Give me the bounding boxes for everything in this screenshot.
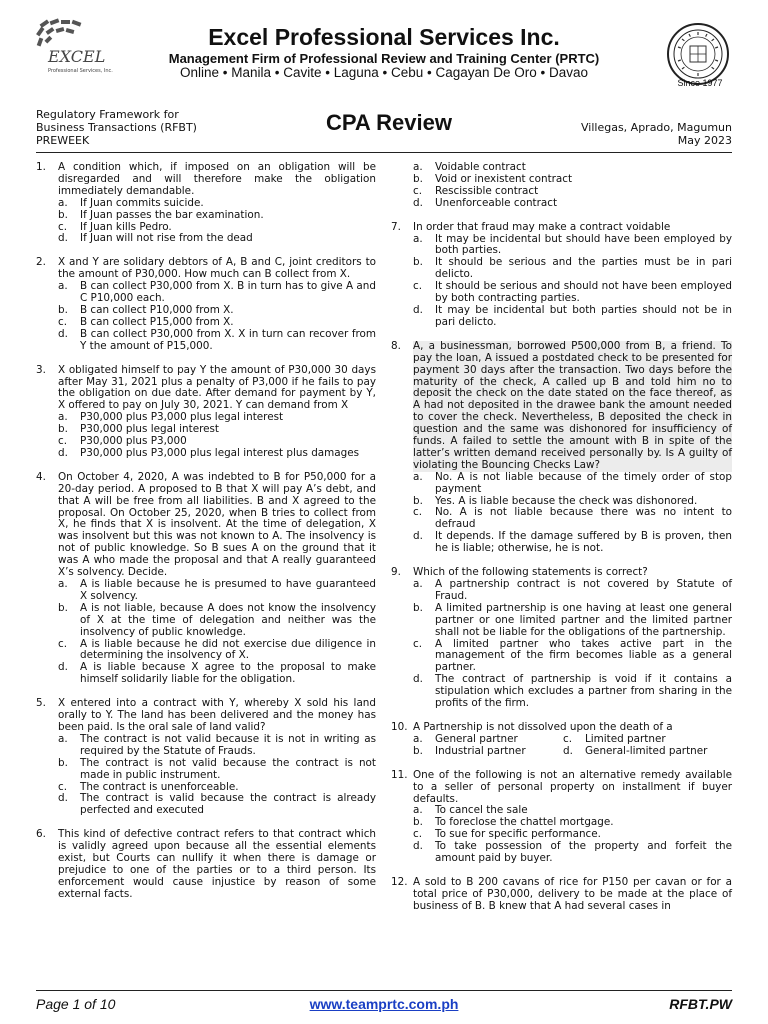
since-label: Since 1977 [677,78,723,88]
option-text: A is not liable, because A does not know the insolvency of X at the time of delegation and neither was the insolvency of public knowledge. [80,601,376,638]
option-text: The contract is valid because the contract is already perfected and executed [80,792,376,817]
author-info [581,121,732,147]
option-text: General-limited partner [585,744,708,757]
option-text: It depends. If the damage suffered by B is proven, then he is liable; otherwise, he is not. [435,530,732,555]
option-letter: b. [413,744,423,757]
answer-options [58,734,376,817]
answer-options [58,579,376,686]
option-text: Voidable contract [435,161,526,173]
answer-option [413,639,732,675]
answer-option [58,233,376,245]
answer-options [413,734,732,758]
option-letter: d. [413,673,423,686]
answer-option [58,281,376,305]
answer-option [58,329,376,353]
answer-option [58,639,376,663]
question-item [391,770,732,865]
page-header [0,0,768,96]
option-letter: a. [413,470,423,483]
option-text: A limited partner who takes active part in the management of the firm becomes liable as a general partner. [435,637,732,674]
answer-options [413,234,732,329]
option-letter: b. [58,208,68,221]
subject-line-1: Regulatory Framework for [36,108,179,121]
header-divider [36,152,732,153]
answer-options [413,805,732,865]
option-letter: a. [413,161,423,173]
option-text: A is liable because he did not exercise due diligence in determining the insolvency of X. [80,637,376,662]
subject-row [36,108,732,152]
option-letter: b. [413,816,423,829]
option-text: B can collect P15,000 from X. [80,315,234,328]
option-letter: d. [413,840,423,853]
question-item [391,877,732,913]
option-letter: c. [563,732,573,745]
question-stem: This kind of defective contract refers to that contract which is validly agreed upon because all the essential elements exist, but Courts can nullify it when there is damage or prejudice to one of the parties or to a third person. Its enforcement would cause injustice by reason of some external facts. [58,828,376,900]
option-letter: c. [413,280,423,293]
option-text: A is liable because he is presumed to have guaranteed X solvency. [80,578,376,602]
option-text: A partnership contract is not covered by Statute of Fraud. [435,578,732,602]
option-text: Industrial partner [435,744,526,757]
option-text: No. A is not liable because there was no intent to defraud [435,506,732,531]
answer-option [58,734,376,758]
question-item [391,162,732,210]
question-stem: A sold to B 200 cavans of rice for P150 per cavan or for a total price of P30,000, delivery to be made at the place of business of B. B knew that A had several cases in [413,875,732,912]
question-number: 8. [391,339,401,352]
question-number: 11. [391,768,408,781]
option-text: If Juan kills Pedro. [80,220,172,233]
option-text: To foreclose the chattel mortgage. [435,816,614,829]
question-stem: In order that fraud may make a contract voidable [413,220,671,233]
logo-wordmark: EXCEL [48,47,106,66]
company-subtitle: Management Firm of Professional Review and Training Center (PRTC) [168,51,600,66]
question-stem: X entered into a contract with Y, whereby X sold his land orally to Y. The land has been delivered and the money has been paid. Is the oral sale of land valid? [58,697,376,733]
question-number: 7. [391,220,401,233]
option-text: B can collect P30,000 from X. X in turn can recover from Y the amount of P15,000. [80,327,376,352]
option-text: The contract is not valid because it is not in writing as required by the Statute of Frauds. [80,732,376,757]
subject-line-3: PREWEEK [36,134,90,147]
option-letter: d. [58,327,68,340]
option-text: A limited partnership is one having at least one general partner or one limited partner and the limited partner shall not be liable for the obligations of the partnership. [435,601,732,638]
answer-options [413,162,732,210]
answer-option [413,198,732,210]
option-letter: a. [58,196,68,209]
answer-options [413,472,732,555]
option-letter: d. [58,661,68,674]
option-letter: c. [58,220,68,233]
option-letter: a. [58,578,68,590]
option-text: No. A is not liable because of the timely order of stop payment [435,470,732,495]
company-name: Excel Professional Services Inc. [208,24,560,50]
review-title: CPA Review [326,110,452,135]
option-text: If Juan passes the bar examination. [80,208,264,221]
option-text: To cancel the sale [435,804,528,817]
option-letter: c. [413,637,423,650]
right-column [391,162,732,925]
answer-option [413,507,732,531]
logo-caption: Professional Services, Inc. [48,68,113,74]
option-text: Rescissible contract [435,184,539,197]
option-letter: c. [413,184,423,197]
option-letter: b. [58,601,68,614]
option-letter: b. [413,172,423,185]
option-letter: a. [413,232,423,245]
question-item [391,567,732,710]
option-text: It should be serious and the parties must be in pari delicto. [435,256,732,281]
question-item [36,698,376,817]
question-stem: Which of the following statements is correct? [413,566,648,579]
answer-options [58,281,376,352]
option-letter: b. [58,303,68,316]
question-number: 10. [391,720,408,733]
question-stem: On October 4, 2020, A was indebted to B for P50,000 for a 20-day period. A proposed to B that X will pay A’s debt, and that A will be free from all liabilities. B and X agreed to the proposal. On October 25, 2020, when B tries to collect from X, he finds that X is insolvent. At the time of delegation, X was insolvent but this was not known to A. The insolvency is not of public knowledge. So B sues A on the ground that it was A who made the proposal and that A really guaranteed X’s solvency. Decide. [58,470,376,579]
option-letter: b. [413,494,423,507]
authors: Villegas, Aprado, Magumun [581,121,732,134]
option-text: The contract is unenforceable. [80,780,239,793]
option-letter: d. [413,303,423,316]
answer-option [413,234,732,258]
answer-option [413,746,563,758]
option-text: Limited partner [585,732,666,745]
option-text: General partner [435,732,518,745]
option-letter: d. [413,530,423,543]
question-stem: A condition which, if imposed on an obligation will be disregarded and will therefore make the obligation immediately demandable. [58,161,376,197]
question-stem: X obligated himself to pay Y the amount of P30,000 30 days after May 31, 2021 plus a penalty of P3,000 if he fails to pay the obligation on due date. After demand for payment by Y, X offered to pay on July 30, 2021. Y can demand from X [58,363,376,412]
option-letter: b. [413,601,423,614]
option-text: Yes. A is liable because the check was dishonored. [435,494,698,507]
footer-divider [36,990,732,991]
option-letter: c. [413,828,423,841]
option-text: Void or inexistent contract [435,172,573,185]
question-item [391,722,732,758]
question-item [36,472,376,686]
option-letter: a. [413,732,423,745]
option-letter: b. [58,756,68,769]
option-text: It should be serious and should not have been employed by both contracting parties. [435,280,732,305]
answer-option [413,281,732,305]
prtc-seal [666,22,730,86]
option-letter: c. [58,780,68,793]
option-text: P30,000 plus P3,000 plus legal interest plus damages [80,446,360,459]
option-letter: a. [58,411,68,424]
option-text: If Juan commits suicide. [80,196,204,209]
answer-option [58,758,376,782]
question-number: 12. [391,875,408,888]
option-letter: d. [58,792,68,805]
question-item [36,162,376,245]
answer-option [413,472,732,496]
question-stem: One of the following is not an alternative remedy available to a seller of personal property on installment if buyer defaults. [413,768,732,805]
answer-option [413,257,732,281]
answer-option [413,579,732,603]
date: May 2023 [677,134,732,147]
option-letter: a. [413,804,423,817]
question-number: 9. [391,566,401,579]
option-text: B can collect P30,000 from X. B in turn has to give A and C P10,000 each. [80,280,376,305]
document-code: RFBT.PW [669,996,732,1012]
option-letter: c. [58,637,68,650]
option-letter: b. [413,256,423,269]
option-text: The contract is not valid because the contract is not made in public instrument. [80,756,376,781]
answer-option [58,448,376,460]
option-letter: d. [413,196,423,209]
answer-options [58,198,376,246]
option-letter: d. [563,744,573,757]
question-stem: X and Y are solidary debtors of A, B and C, joint creditors to the amount of P30,000. How much can B collect from X. [58,256,376,281]
option-text: P30,000 plus P3,000 plus legal interest [80,411,284,424]
answer-option [58,662,376,686]
option-letter: b. [58,423,68,436]
option-letter: a. [58,280,68,293]
option-text: The contract of partnership is void if it contains a stipulation which excludes a partner from sharing in the profits of the firm. [435,673,732,710]
answer-options [413,579,732,710]
answer-option [563,746,723,758]
question-item [391,222,732,329]
question-stem: A Partnership is not dissolved upon the death of a [413,720,673,733]
option-letter: d. [58,232,68,245]
question-number: 4. [36,470,46,483]
subject-line-2: Business Transactions (RFBT) [36,121,197,134]
question-number: 6. [36,828,46,841]
question-item [36,365,376,460]
question-stem: A, a businessman, borrowed P500,000 from B, a friend. To pay the loan, A issued a postdated check to be presented for payment 30 days after the transaction. Two days before the maturity of the check, A called up B and told him no to deposit the check on the date stated on the face thereof, as A had not deposited in the drawee bank the amount needed to cover the check. Nevertheless, B deposited the check in question and the same was dishonored for insufficiency of funds. A failed to settle the amount with B in spite of the latter’s written demand received personally by. Is A guilty of violating the Bouncing Checks Law? [413,339,732,471]
answer-option [413,603,732,639]
answer-option [413,531,732,555]
answer-option [58,793,376,817]
question-number: 1. [36,161,46,173]
option-letter: c. [413,506,423,519]
answer-option [58,603,376,639]
question-item [36,257,376,352]
option-text: B can collect P10,000 from X. [80,303,234,316]
question-number: 5. [36,697,46,710]
subject-info [36,108,197,147]
option-text: To sue for specific performance. [435,828,601,841]
answer-option [413,841,732,865]
option-letter: c. [58,315,68,328]
question-item [391,341,732,555]
option-text: A is liable because X agree to the proposal to make himself solidarily liable for the obligation. [80,661,376,686]
question-item [36,829,376,900]
answer-option [413,674,732,710]
option-text: If Juan will not rise from the dead [80,232,253,245]
page-footer [36,996,732,1016]
page-number: Page 1 of 10 [36,996,116,1012]
option-text: It may be incidental but both parties should not be in pari delicto. [435,303,732,328]
answer-options [58,412,376,460]
company-locations: Online • Manila • Cavite • Laguna • Cebu • Cagayan De Oro • Davao [179,65,589,80]
excel-logo [34,20,113,82]
option-text: It may be incidental but should have been employed by both parties. [435,232,732,257]
question-number: 3. [36,363,46,376]
website-link[interactable]: www.teamprtc.com.ph [309,996,459,1012]
option-letter: a. [413,578,423,590]
option-letter: c. [58,435,68,448]
answer-option [58,579,376,603]
option-text: To take possession of the property and forfeit the amount paid by buyer. [435,840,732,865]
answer-option [413,305,732,329]
option-letter: d. [58,446,68,459]
option-text: P30,000 plus P3,000 [80,435,187,448]
left-column [36,162,376,913]
option-text: Unenforceable contract [435,196,558,209]
option-letter: a. [58,732,68,745]
option-text: P30,000 plus legal interest [80,423,220,436]
question-number: 2. [36,256,46,269]
